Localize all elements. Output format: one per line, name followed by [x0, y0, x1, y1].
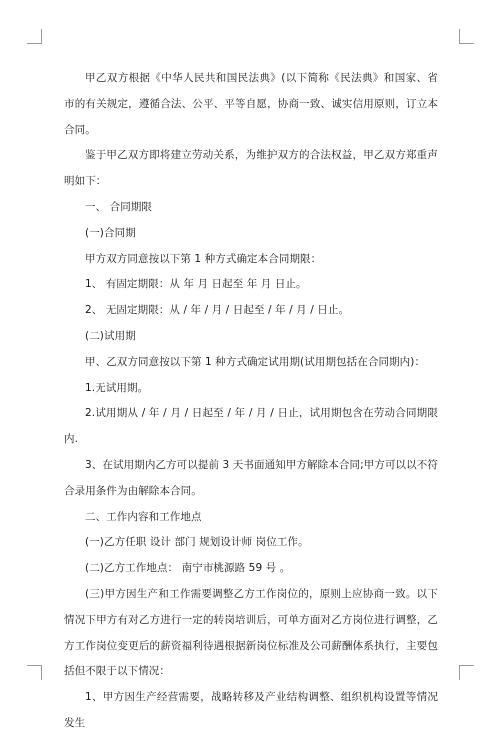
subsection-work-location: (二)乙方工作地点： 南宁市桃源路 59 号 。: [85, 562, 291, 575]
list-item-probation-period: 2.试用期从 / 年 / 月 / 日起至 / 年 / 月 / 日止，试用期包含在劳动合同期限内.: [64, 407, 438, 446]
crop-mark-top-left: [27, 29, 42, 44]
subsection-position-adjustment: (三)甲方因生产和工作需要调整乙方工作岗位的，原则上应协商一致。以下情况下甲方有对乙方进行一定的转岗培训后，可单方面对乙方岗位进行调整，乙方工作岗位变更后的薪资福利待遇根据新岗位标准及公司薪酬体系执行，主要包括但不限于以下情况：: [64, 587, 438, 678]
paragraph-declaration: 鉴于甲乙双方即将建立劳动关系，为维护双方的合法权益，甲乙双方郑重声明如下：: [64, 149, 438, 188]
crop-mark-bottom-right: [459, 665, 474, 680]
list-item-open-term: 2、 无固定期限：从 / 年 / 月 / 日起至 / 年 / 月 / 日止。: [85, 304, 350, 317]
document-body: [64, 66, 438, 737]
subsection-position: (一)乙方任职 设计 部门 规划设计师 岗位工作。: [85, 536, 309, 549]
subsection-heading-contract-period: (一)合同期: [85, 226, 136, 239]
list-item-probation-termination: 3、在试用期内乙方可以提前 3 天书面通知甲方解除本合同;甲方可以以不符合录用条件为由解除本合同。: [64, 458, 438, 497]
section-heading-work-content: 二、工作内容和工作地点: [85, 510, 202, 523]
crop-mark-top-right: [459, 29, 474, 44]
crop-mark-bottom-left: [27, 665, 42, 680]
section-heading-contract-term: 一、 合同期限: [85, 200, 153, 213]
paragraph-preamble: 甲乙双方根据《中华人民共和国民法典》(以下简称《民法典》和国家、省市的有关规定，遵循合法、公平、平等自愿，协商一致、诚实信用原则，订立本合同。: [64, 72, 438, 136]
paragraph-probation-method: 甲、乙双方同意按以下第 1 种方式确定试用期(试用期包括在合同期内)：: [85, 355, 426, 368]
list-item-fixed-term: 1、 有固定期限：从 年 月 日起至 年 月 日止。: [85, 278, 307, 291]
list-item-no-probation: 1.无试用期。: [85, 381, 149, 394]
paragraph-term-method: 甲方双方同意按以下第 1 种方式确定本合同期限：: [85, 252, 322, 265]
subsection-heading-probation: (二)试用期: [85, 329, 136, 342]
list-item-business-needs: 1、甲方因生产经营需要，战略转移及产业结构调整、组织机构设置等情况发生: [64, 691, 438, 729]
